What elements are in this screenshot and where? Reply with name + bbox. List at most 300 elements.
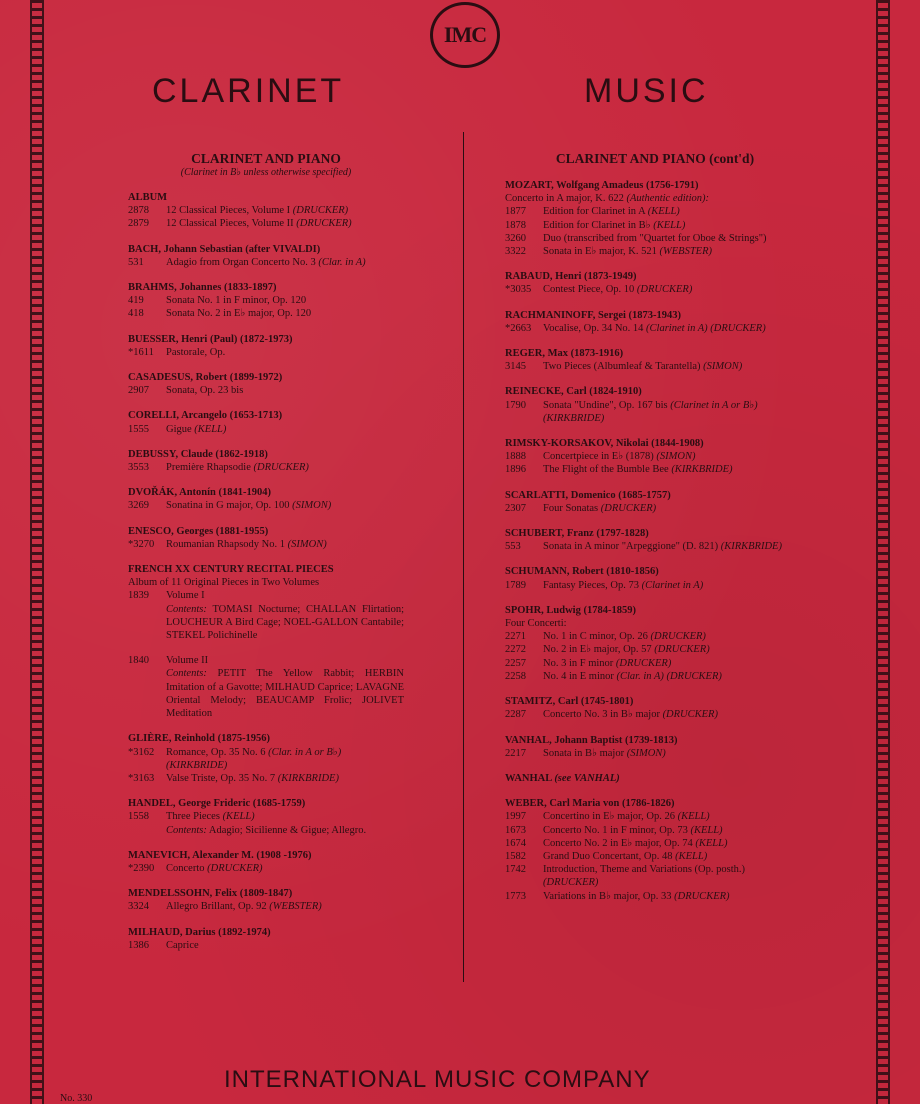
catalog-number: 3324 bbox=[128, 901, 149, 913]
list-item bbox=[128, 346, 404, 359]
item-title-text: 12 Classical Pieces, Volume II bbox=[166, 218, 297, 230]
item-title-text: Adagio from Organ Concerto No. 3 bbox=[166, 256, 319, 268]
catalog-entry bbox=[505, 347, 805, 373]
entry-intro bbox=[505, 192, 805, 205]
catalog-entry bbox=[128, 486, 404, 512]
catalog-number: 1555 bbox=[128, 423, 149, 435]
item-title-text: Grand Duo Concertant, Op. 48 bbox=[543, 850, 676, 862]
item-title-text: Variations in B♭ major, Op. 33 bbox=[543, 890, 675, 902]
composer-name bbox=[505, 489, 805, 502]
catalog-number-footer: No. 330 bbox=[60, 1093, 93, 1104]
catalog-number: 1877 bbox=[505, 206, 526, 218]
item-editor: (DRUCKER) bbox=[207, 862, 263, 874]
item-title-text: Première Rhapsodie bbox=[166, 462, 254, 474]
left-section-subheading: (Clarinet in B♭ unless otherwise specified) bbox=[180, 167, 352, 178]
item-title-text: Sonata in E♭ major, K. 521 bbox=[543, 246, 660, 258]
item-title bbox=[543, 850, 707, 863]
composer-name bbox=[505, 270, 805, 283]
catalog-number: 1840 bbox=[128, 655, 149, 667]
catalog-entry bbox=[505, 309, 805, 335]
item-title bbox=[543, 708, 718, 721]
list-item bbox=[128, 862, 404, 875]
item-title bbox=[543, 399, 758, 412]
item-editor: (KIRKBRIDE) bbox=[277, 772, 339, 784]
catalog-entry bbox=[505, 489, 805, 515]
list-item bbox=[505, 205, 805, 218]
right-section-heading: CLARINET AND PIANO (cont'd) bbox=[555, 151, 755, 166]
item-editor: (DRUCKER) bbox=[654, 644, 710, 656]
item-title-text: No. 4 in E minor bbox=[543, 670, 617, 682]
item-title-text: Edition for Clarinet in B♭ bbox=[543, 219, 654, 231]
item-continuation: (DRUCKER) bbox=[543, 877, 599, 889]
left-column bbox=[128, 150, 404, 952]
item-title-text: Gigue bbox=[166, 423, 195, 435]
item-title bbox=[543, 657, 671, 670]
item-title bbox=[166, 384, 243, 397]
catalog-number: 1558 bbox=[128, 811, 149, 823]
catalog-number: 2271 bbox=[505, 631, 526, 643]
catalog-number: 2879 bbox=[128, 218, 149, 230]
catalog-entry bbox=[505, 695, 805, 721]
catalog-number: 1839 bbox=[128, 590, 149, 602]
item-title-text: Concertpiece in E♭ (1878) bbox=[543, 451, 657, 463]
catalog-number: 1673 bbox=[505, 824, 526, 836]
composer-name bbox=[128, 849, 404, 862]
item-title-text: Vocalise, Op. 34 No. 14 bbox=[543, 322, 647, 334]
item-title-text: Allegro Brillant, Op. 92 bbox=[166, 901, 270, 913]
list-item bbox=[128, 204, 404, 217]
composer-text: REGER, Max (1873-1916) bbox=[505, 348, 624, 360]
item-editor: (Clar. in A) (DRUCKER) bbox=[616, 670, 722, 682]
catalog-number: *1611 bbox=[128, 346, 154, 358]
catalog-number: *2663 bbox=[505, 322, 532, 334]
item-title bbox=[543, 283, 692, 296]
item-title bbox=[166, 217, 352, 230]
catalog-entry bbox=[128, 448, 404, 474]
catalog-entry bbox=[505, 179, 805, 258]
item-title-text: Three Pieces bbox=[166, 811, 223, 823]
left-ornamental-border bbox=[30, 0, 44, 1104]
item-title bbox=[543, 747, 666, 760]
list-item bbox=[505, 463, 805, 476]
item-title-text: Sonatina in G major, Op. 100 bbox=[166, 500, 293, 512]
composer-text: MENDELSSOHN, Felix (1809-1847) bbox=[128, 888, 293, 900]
item-editor: (KELL) bbox=[194, 423, 227, 435]
item-title bbox=[543, 837, 727, 850]
item-title bbox=[543, 245, 712, 258]
item-editor: (Clar. in A or B♭) (KIRKBRIDE) bbox=[166, 746, 342, 771]
composer-name bbox=[505, 695, 805, 708]
composer-name bbox=[505, 604, 805, 617]
catalog-number: 3145 bbox=[505, 361, 526, 373]
composer-name bbox=[128, 448, 404, 461]
catalog-entry bbox=[128, 333, 404, 359]
item-title bbox=[543, 205, 680, 218]
item-title bbox=[543, 232, 766, 245]
item-editor: (DRUCKER) bbox=[600, 502, 657, 514]
item-title bbox=[166, 939, 199, 952]
composer-text: RIMSKY-KORSAKOV, Nikolai (1844-1908) bbox=[505, 438, 704, 450]
item-title bbox=[543, 219, 685, 232]
catalog-entry bbox=[505, 385, 805, 425]
composer-name bbox=[128, 887, 404, 900]
list-item bbox=[128, 900, 404, 913]
right-ornamental-border bbox=[876, 0, 890, 1104]
item-editor: (KELL) bbox=[222, 811, 255, 823]
item-editor: (KELL) bbox=[695, 837, 728, 849]
catalog-number: 2907 bbox=[128, 385, 149, 397]
volume-contents: Contents: TOMASI Nocturne; CHALLAN Flirtation; LOUCHEUR A Bird Cage; NOEL-GALLON Cantabile; STEKEL Polichinelle bbox=[166, 603, 404, 642]
intro-text: Concerto in A major, K. 622 bbox=[505, 193, 627, 205]
list-item bbox=[128, 499, 404, 512]
list-item bbox=[128, 294, 404, 307]
item-title-text: No. 1 in C minor, Op. 26 bbox=[543, 631, 651, 643]
item-title bbox=[166, 862, 263, 875]
item-title-text: Concerto No. 1 in F minor, Op. 73 bbox=[543, 824, 691, 836]
catalog-entry bbox=[505, 270, 805, 296]
item-title-text: Concerto bbox=[166, 862, 208, 874]
list-item bbox=[128, 461, 404, 474]
item-title bbox=[543, 463, 733, 476]
item-title bbox=[543, 670, 722, 683]
catalog-number: 1386 bbox=[128, 939, 149, 951]
item-title-text: Duo (transcribed from "Quartet for Oboe & Strings") bbox=[543, 232, 767, 244]
list-item bbox=[128, 810, 404, 823]
catalog-number: 419 bbox=[128, 295, 144, 307]
catalog-number: *3035 bbox=[505, 284, 532, 296]
item-title bbox=[166, 423, 226, 436]
item-editor: (Clar. in A) bbox=[318, 256, 366, 268]
composer-text: SCHUMANN, Robert (1810-1856) bbox=[505, 566, 659, 578]
column-divider bbox=[463, 132, 464, 982]
contents-text: Adagio; Sicilienne & Gigue; Allegro. bbox=[208, 824, 367, 836]
item-title-text: Sonata in B♭ major bbox=[543, 747, 627, 759]
catalog-entry bbox=[505, 734, 805, 760]
item-editor: (WEBSTER) bbox=[659, 246, 713, 258]
item-title-text: Caprice bbox=[166, 939, 199, 951]
catalog-number: 3260 bbox=[505, 232, 526, 244]
item-title-text: Four Sonatas bbox=[543, 502, 601, 514]
item-continuation: (KIRKBRIDE) bbox=[543, 412, 605, 424]
composer-text: SPOHR, Ludwig (1784-1859) bbox=[505, 604, 636, 616]
item-title bbox=[543, 890, 730, 903]
catalog-entry bbox=[128, 525, 404, 551]
item-title bbox=[543, 824, 723, 837]
item-title bbox=[166, 346, 225, 359]
item-title-text: 12 Classical Pieces, Volume I bbox=[166, 205, 293, 217]
catalog-entry bbox=[505, 772, 805, 785]
item-title-text: Concerto No. 3 in B♭ major bbox=[543, 709, 663, 721]
item-editor: (DRUCKER) bbox=[292, 205, 349, 217]
item-editor: (Clarinet in A or B♭) bbox=[670, 399, 758, 411]
item-title bbox=[166, 810, 255, 823]
list-item bbox=[505, 850, 805, 863]
item-contents bbox=[128, 824, 404, 837]
item-title bbox=[166, 772, 339, 785]
item-title-text: Pastorale, Op. bbox=[166, 346, 226, 358]
composer-text: HANDEL, George Frideric (1685-1759) bbox=[128, 798, 306, 810]
item-title bbox=[166, 294, 306, 307]
item-title-text: Edition for Clarinet in A bbox=[543, 206, 648, 218]
composer-name bbox=[128, 732, 404, 745]
item-editor: (SIMON) bbox=[287, 538, 327, 550]
item-editor: (DRUCKER) bbox=[296, 218, 352, 230]
item-title-text: Introduction, Theme and Variations (Op. posth.) bbox=[543, 864, 745, 876]
item-title: Volume I bbox=[166, 590, 205, 602]
item-editor: (DRUCKER) bbox=[636, 284, 693, 296]
list-item bbox=[505, 219, 805, 232]
catalog-number: 531 bbox=[128, 256, 144, 268]
item-title bbox=[543, 579, 703, 592]
catalog-entry bbox=[128, 849, 404, 875]
imc-logo: IMC bbox=[430, 2, 500, 68]
list-item bbox=[505, 643, 805, 656]
catalog-number: 1674 bbox=[505, 837, 526, 849]
list-item bbox=[128, 746, 404, 772]
item-editor: (SIMON) bbox=[656, 451, 696, 463]
item-title-text: The Flight of the Bumble Bee bbox=[543, 464, 672, 476]
list-item bbox=[505, 399, 805, 412]
intro-text: Four Concerti: bbox=[505, 618, 567, 630]
catalog-number: *2390 bbox=[128, 862, 155, 874]
list-item bbox=[505, 670, 805, 683]
catalog-entry bbox=[128, 926, 404, 952]
item-editor: (Clarinet in A) (DRUCKER) bbox=[646, 322, 766, 334]
composer-name bbox=[128, 371, 404, 384]
catalog-number: *3270 bbox=[128, 538, 155, 550]
composer-name bbox=[505, 347, 805, 360]
catalog-number: 1997 bbox=[505, 811, 526, 823]
item-title bbox=[166, 499, 331, 512]
item-editor: (KELL) bbox=[675, 850, 708, 862]
french-recital-entry bbox=[128, 563, 404, 720]
catalog-entry bbox=[128, 732, 404, 785]
item-editor: (KELL) bbox=[690, 824, 723, 836]
item-editor: (DRUCKER) bbox=[674, 890, 730, 902]
catalog-entry bbox=[128, 797, 404, 837]
item-title bbox=[543, 450, 696, 463]
composer-name bbox=[128, 333, 404, 346]
item-title bbox=[543, 540, 782, 553]
list-item bbox=[505, 747, 805, 760]
item-title bbox=[166, 256, 366, 269]
item-editor: (WEBSTER) bbox=[269, 901, 322, 913]
contents-label: Contents: bbox=[166, 824, 207, 836]
catalog-number: 3553 bbox=[128, 462, 149, 474]
catalog-entry bbox=[128, 243, 404, 269]
composer-text: MOZART, Wolfgang Amadeus (1756-1791) bbox=[505, 180, 699, 191]
list-item bbox=[505, 360, 805, 373]
list-item bbox=[128, 384, 404, 397]
catalog-number: 2217 bbox=[505, 747, 526, 759]
catalog-number: 2307 bbox=[505, 502, 526, 514]
composer-text: MILHAUD, Darius (1892-1974) bbox=[128, 926, 271, 938]
composer-text: SCARLATTI, Domenico (1685-1757) bbox=[505, 489, 671, 501]
title-clarinet: CLARINET bbox=[152, 72, 345, 110]
item-title-text: No. 3 in F minor bbox=[543, 657, 616, 669]
catalog-number: 1789 bbox=[505, 579, 526, 591]
catalog-number: 1742 bbox=[505, 864, 526, 876]
left-section-heading: CLARINET AND PIANO bbox=[191, 151, 341, 166]
item-title-text: Concertino in E♭ major, Op. 26 bbox=[543, 811, 678, 823]
item-title bbox=[166, 746, 404, 772]
catalog-number: 553 bbox=[505, 541, 521, 553]
list-item bbox=[128, 654, 404, 667]
catalog-number: 3322 bbox=[505, 246, 526, 258]
item-title: Volume II bbox=[166, 655, 209, 667]
item-title bbox=[166, 538, 327, 551]
composer-text: VANHAL, Johann Baptist (1739-1813) bbox=[505, 734, 678, 746]
list-item bbox=[128, 256, 404, 269]
catalog-number: 1888 bbox=[505, 451, 526, 463]
list-item bbox=[128, 772, 404, 785]
item-title bbox=[166, 461, 309, 474]
list-item bbox=[505, 579, 805, 592]
item-editor: (KELL) bbox=[647, 206, 680, 218]
item-title bbox=[543, 643, 710, 656]
composer-name bbox=[128, 409, 404, 422]
list-item bbox=[128, 589, 404, 602]
catalog-entry bbox=[128, 371, 404, 397]
item-title-text: Sonata No. 1 in F minor, Op. 120 bbox=[166, 295, 307, 307]
composer-text: BUESSER, Henri (Paul) (1872-1973) bbox=[128, 333, 293, 345]
catalog-number: 1878 bbox=[505, 219, 526, 231]
catalog-number: *3163 bbox=[128, 772, 155, 784]
composer-name bbox=[128, 243, 404, 256]
composer-text: DVOŘÁK, Antonín (1841-1904) bbox=[128, 487, 272, 499]
item-title bbox=[166, 900, 322, 913]
item-title-text: Sonata No. 2 in E♭ major, Op. 120 bbox=[166, 308, 312, 320]
catalog-number: 1896 bbox=[505, 464, 526, 476]
volume-contents: Contents: PETIT The Yellow Rabbit; HERBIN Imitation of a Gavotte; MILHAUD Caprice; LAVAGNE Oriental Melody; BEAUCAMP Frolic; JOLIVET Meditation bbox=[166, 668, 404, 720]
composer-text: CASADESUS, Robert (1899-1972) bbox=[128, 372, 283, 384]
composer-text: BRAHMS, Johannes (1833-1897) bbox=[128, 282, 277, 294]
item-title-text: Concerto No. 2 in E♭ major, Op. 74 bbox=[543, 837, 696, 849]
composer-name bbox=[505, 309, 805, 322]
item-title-text: Sonata "Undine", Op. 167 bis bbox=[543, 399, 671, 411]
composer-note: (see VANHAL) bbox=[554, 772, 620, 784]
composer-name bbox=[505, 437, 805, 450]
catalog-number: 2878 bbox=[128, 205, 149, 217]
item-title-text: Roumanian Rhapsody No. 1 bbox=[166, 538, 288, 550]
item-editor: (DRUCKER) bbox=[662, 709, 718, 721]
composer-name bbox=[505, 527, 805, 540]
list-item bbox=[505, 824, 805, 837]
catalog-number: 1582 bbox=[505, 850, 526, 862]
item-title-text: Sonata in A minor "Arpeggione" (D. 821) bbox=[543, 541, 721, 553]
item-title bbox=[543, 630, 706, 643]
item-editor: (DRUCKER) bbox=[650, 631, 706, 643]
item-editor: (DRUCKER) bbox=[615, 657, 672, 669]
list-item bbox=[505, 890, 805, 903]
composer-text: BACH, Johann Sebastian (after VIVALDI) bbox=[128, 243, 321, 255]
composer-name bbox=[128, 281, 404, 294]
catalog-entry bbox=[505, 565, 805, 591]
item-editor: (SIMON) bbox=[626, 747, 666, 759]
list-item bbox=[128, 423, 404, 436]
item-editor: (SIMON) bbox=[703, 361, 743, 373]
item-title-text: Two Pieces (Albumleaf & Tarantella) bbox=[543, 361, 704, 373]
list-item bbox=[505, 657, 805, 670]
item-title-text: Valse Triste, Op. 35 No. 7 bbox=[166, 772, 278, 784]
item-title bbox=[543, 360, 742, 373]
item-editor: (KELL) bbox=[677, 811, 710, 823]
composer-name bbox=[505, 734, 805, 747]
item-title bbox=[543, 502, 656, 515]
list-item bbox=[505, 837, 805, 850]
catalog-number: 1773 bbox=[505, 890, 526, 902]
list-item bbox=[505, 502, 805, 515]
list-item bbox=[128, 538, 404, 551]
composer-text: WEBER, Carl Maria von (1786-1826) bbox=[505, 798, 675, 810]
catalog-number: 2258 bbox=[505, 670, 526, 682]
list-item bbox=[505, 863, 805, 876]
title-music: MUSIC bbox=[584, 72, 709, 110]
catalog-number: *3162 bbox=[128, 746, 155, 758]
catalog-number: 1790 bbox=[505, 399, 526, 411]
catalog-number: 418 bbox=[128, 308, 144, 320]
list-item bbox=[128, 939, 404, 952]
item-title bbox=[543, 810, 710, 823]
item-title-text: Romance, Op. 35 No. 6 bbox=[166, 746, 269, 758]
publisher-name: INTERNATIONAL MUSIC COMPANY bbox=[224, 1066, 651, 1093]
item-editor: (KIRKBRIDE) bbox=[671, 464, 733, 476]
catalog-number: 3269 bbox=[128, 500, 149, 512]
composer-text: CORELLI, Arcangelo (1653-1713) bbox=[128, 410, 283, 422]
item-title bbox=[543, 863, 745, 876]
item-title bbox=[543, 322, 766, 335]
list-item bbox=[505, 630, 805, 643]
composer-name bbox=[128, 525, 404, 538]
composer-name bbox=[128, 191, 404, 204]
composer-name: FRENCH XX CENTURY RECITAL PIECES bbox=[128, 564, 334, 576]
composer-name bbox=[128, 797, 404, 810]
item-title-text: No. 2 in E♭ major, Op. 57 bbox=[543, 644, 655, 656]
catalog-entry bbox=[505, 527, 805, 553]
composer-text: REINECKE, Carl (1824-1910) bbox=[505, 386, 642, 398]
item-editor: (SIMON) bbox=[292, 500, 332, 512]
composer-text: GLIÈRE, Reinhold (1875-1956) bbox=[128, 733, 271, 745]
catalog-number: 2257 bbox=[505, 657, 526, 669]
list-item bbox=[505, 283, 805, 296]
list-item bbox=[128, 217, 404, 230]
list-item bbox=[505, 245, 805, 258]
composer-text: SCHUBERT, Franz (1797-1828) bbox=[505, 528, 649, 540]
composer-text: ALBUM bbox=[128, 192, 168, 203]
composer-name bbox=[505, 179, 805, 192]
composer-text: STAMITZ, Carl (1745-1801) bbox=[505, 696, 634, 708]
list-item bbox=[505, 708, 805, 721]
composer-name bbox=[128, 486, 404, 499]
item-editor: (Clarinet in A) bbox=[641, 579, 704, 591]
composer-text: DEBUSSY, Claude (1862-1918) bbox=[128, 448, 268, 460]
intro-note: (Authentic edition): bbox=[626, 193, 709, 205]
catalog-entry bbox=[128, 281, 404, 321]
composer-text: ENESCO, Georges (1881-1955) bbox=[128, 525, 269, 537]
composer-text: WANHAL bbox=[505, 772, 555, 784]
composer-text: RABAUD, Henri (1873-1949) bbox=[505, 271, 637, 283]
catalog-number: 2272 bbox=[505, 644, 526, 656]
catalog-entry bbox=[128, 887, 404, 913]
list-item bbox=[505, 810, 805, 823]
composer-name bbox=[128, 926, 404, 939]
item-editor: (DRUCKER) bbox=[253, 462, 309, 474]
list-item bbox=[505, 232, 805, 245]
item-title-text: Contest Piece, Op. 10 bbox=[543, 284, 637, 296]
list-item bbox=[505, 540, 805, 553]
item-title bbox=[166, 307, 311, 320]
item-editor: (KIRKBRIDE) bbox=[720, 541, 782, 553]
